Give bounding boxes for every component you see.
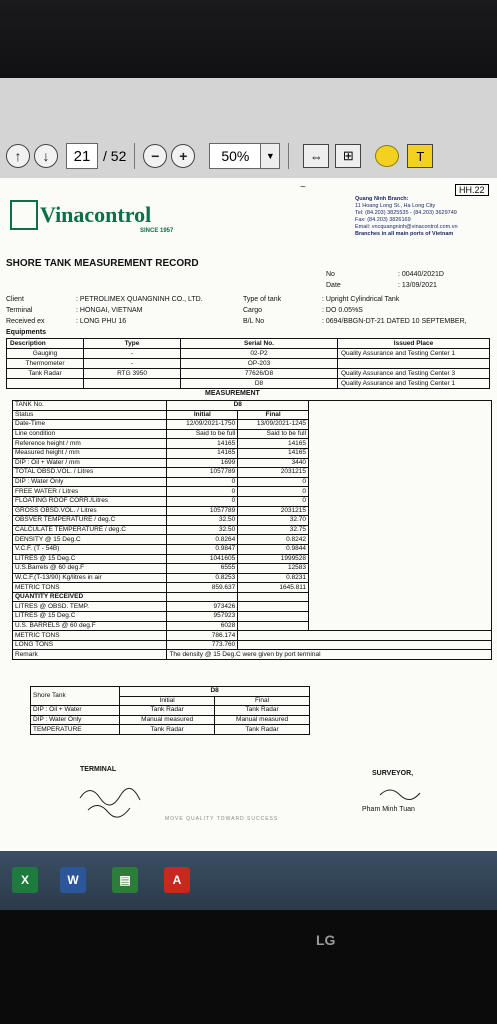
surveyor-signature [375,783,435,805]
table-row: LITRES @ 15 Deg.C 957923 [13,612,492,622]
table-row: GROSS OBSD.VOL. / Litres 1057789 2031215 [13,506,492,516]
pdf-document-page [0,178,497,851]
taskbar [0,851,497,910]
table-row: Date-Time 12/09/2021-1750 13/09/2021-1245 [13,420,492,430]
zoom-in-button[interactable]: + [171,144,195,168]
status-row: Status Initial Final [13,410,492,420]
table-row: DIP : Oil + Water Tank Radar Tank Radar [31,706,310,716]
monitor-bezel-top [0,0,497,78]
bl-value: : 0694/BBGN-DT-21 DATED 10 SEPTEMBER, [322,318,467,325]
company-logo-text: Vinacontrol [40,202,152,227]
date-value: : 13/09/2021 [398,282,437,289]
table-row: Shore Tank D8 [31,687,310,697]
quantity-received-row: QUANTITY RECEIVED [13,592,492,602]
comment-icon[interactable] [375,145,399,167]
table-row: METRIC TONS 859.637 1645.811 [13,583,492,593]
table-row: Gauging - 02-P2 Quality Assurance and Testing Center 1 [7,349,490,359]
tank-no-row: TANK No. D8 [13,401,492,411]
measurement-title: MEASUREMENT [205,390,260,397]
monitor-bezel-bottom [0,910,497,1024]
date-label: Date [326,282,341,289]
table-row: FLOATING ROOF CORR./Litres 0 0 [13,496,492,506]
client-label: Client [6,296,24,303]
shore-tank-table [30,686,310,735]
no-value: : 00440/2021D [398,271,444,278]
table-row: Thermometer - OP-203 [7,359,490,369]
viewer-toolbar-area [0,78,497,178]
footer-slogan: MOVE QUALITY TOWARD SUCCESS [165,816,279,822]
table-row: LITRES @ OBSD. TEMP. 973426 [13,602,492,612]
table-row: DIP : Oil + Water / mm 1699 3440 [13,458,492,468]
table-row: W.C.F.(T-13/90) Kg/litres in air 0.8253 0.8231 [13,573,492,583]
table-row: Initial Final [31,696,310,706]
equipment-header-row: Description Type Serial No. Issued Place [7,339,490,349]
table-row: V.C.F. (T - 54B) 0.9847 0.9844 [13,544,492,554]
table-row: DIP : Water Only 0 0 [13,477,492,487]
equipment-table [6,338,490,389]
terminal-value: : HONGAI, VIETNAM [76,307,143,314]
company-since: SINCE 1957 [140,228,174,234]
table-row: TOTAL OBSD.VOL. / Litres 1057789 2031215 [13,468,492,478]
acrobat-taskbar-icon[interactable]: A [164,867,190,893]
cargo-value: : DO 0.05%S [322,307,363,314]
highlight-icon[interactable]: T [407,144,433,168]
received-ex-value: : LONG PHU 16 [76,318,127,325]
page-total-label: / 52 [103,148,127,164]
screen [0,78,497,910]
table-row: D8 Quality Assurance and Testing Center 1 [7,379,490,389]
vinacontrol-logo-icon [10,200,38,230]
table-row: CALCULATE TEMPERATURE / deg.C 32.50 32.75 [13,525,492,535]
table-row: Line condition Said to be full Said to be full [13,429,492,439]
table-row: Reference height / mm 14165 14165 [13,439,492,449]
page-number-input[interactable]: 21 [66,143,98,169]
zoom-level-input[interactable]: 50% [209,143,261,169]
toolbar-divider [134,143,135,169]
table-row: U.S. BARRELS @ 60 deg.F 6028 [13,621,492,631]
next-page-button[interactable]: ↓ [34,144,58,168]
fit-width-icon[interactable]: ⊞ [335,144,361,168]
table-row: LONG TONS 773.760 [13,640,492,650]
zoom-out-button[interactable]: − [143,144,167,168]
toolbar-divider [288,143,289,169]
table-row: DIP : Water Only Manual measured Manual measured [31,715,310,725]
tank-type-label: Type of tank [243,296,282,303]
viewer-toolbar [6,140,433,172]
table-row: OBSVER TEMPERATURE / deg.C 32.50 32.70 [13,516,492,526]
surveyor-signature-label: SURVEYOR, [372,770,414,777]
ref-code: HH.22 [455,184,489,196]
document-title: SHORE TANK MEASUREMENT RECORD [6,258,199,269]
cargo-label: Cargo [243,307,263,314]
client-value: : PETROLIMEX QUANGNINH CO., LTD. [76,296,203,303]
prev-page-button[interactable]: ↑ [6,144,30,168]
monitor-brand-logo: LG [316,932,336,948]
terminal-signature [70,778,170,818]
branch-info: Quang Ninh Branch: 11 Hoang Long St., Ha Long City Tel: (84.203) 3825535 - (84.203) 3629749 Fax: (84.203) 3826169 Email: vncquangninh@vinacontrol.com.vn Branches in all main ports of Vietnam [355,196,458,237]
tank-type-value: : Upright Cylindrical Tank [322,296,400,303]
equipments-label: Equipments [6,329,47,336]
fit-page-icon[interactable]: ⇔ [303,144,329,168]
table-row: TEMPERATURE Tank Radar Tank Radar [31,725,310,735]
table-row: U.S.Barrels @ 60 deg.F 6555 12583 [13,564,492,574]
received-ex-label: Received ex [6,318,45,325]
zoom-dropdown-button[interactable]: ▼ [261,143,280,169]
no-label: No [326,271,335,278]
table-row: METRIC TONS 786.174 [13,631,492,641]
measurement-blank-area [309,401,492,631]
table-row: LITRES @ 15 Deg.C 1041605 1999528 [13,554,492,564]
surveyor-name: Pham Minh Tuan [362,806,415,813]
table-row: DENSITY @ 15 Deg.C 0.8264 0.8242 [13,535,492,545]
file-manager-taskbar-icon[interactable]: ▤ [112,867,138,893]
terminal-label: Terminal [6,307,33,314]
excel-taskbar-icon[interactable]: X [12,867,38,893]
table-row: Tank Radar RTG 3950 77626/D8 Quality Assurance and Testing Center 3 [7,369,490,379]
remark-row: Remark The density @ 15 Deg.C were given by port terminal [13,650,492,660]
measurement-table [12,400,492,660]
handwritten-note: ~ [300,182,306,193]
terminal-signature-label: TERMINAL [80,766,117,773]
table-row: Measured height / mm 14165 14165 [13,448,492,458]
table-row: FREE WATER / Litres 0 0 [13,487,492,497]
word-taskbar-icon[interactable]: W [60,867,86,893]
bl-label: B/L No [243,318,265,325]
